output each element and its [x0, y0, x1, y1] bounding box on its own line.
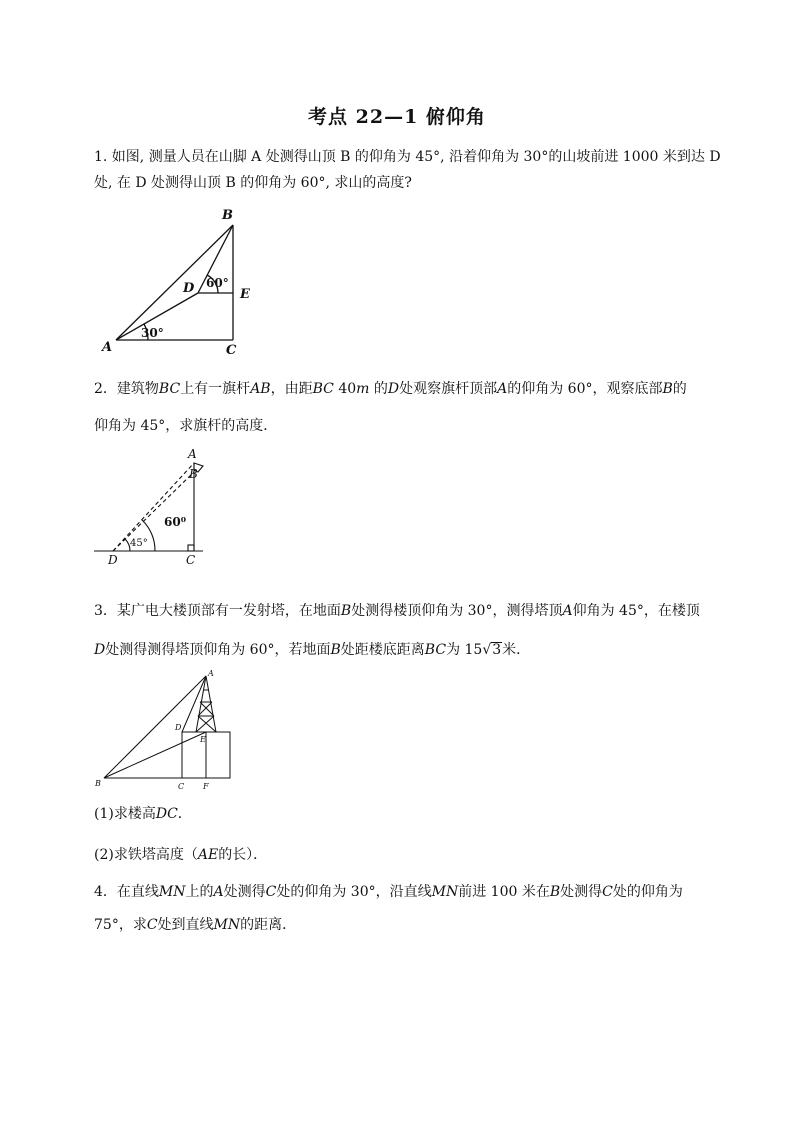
question-2-line-2: 仰角为 45°，求旗杆的高度．: [94, 418, 278, 434]
fig1-label-d: D: [183, 281, 195, 296]
fig3-label-c: C: [178, 782, 185, 791]
fig1-angle-60: 60°: [206, 276, 229, 290]
fig1-label-b: B: [222, 208, 233, 223]
fig2-label-c: C: [186, 553, 196, 567]
fig2-angle-60: 60⁰: [164, 515, 186, 529]
question-1-line-1: 1. 如图, 测量人员在山脚 A 处测得山顶 B 的仰角为 45°, 沿着仰角为 30°的山坡前进 1000 米到达 D: [94, 149, 721, 165]
fig1-label-c: C: [226, 343, 237, 358]
fig1-label-a: A: [102, 340, 113, 355]
fig2-label-d: D: [108, 553, 118, 567]
question-2-line-1: 2．建筑物BC上有一旗杆AB，由距BC 40m 的D处观察旗杆顶部A的仰角为 60°，观察底部B的: [94, 381, 687, 397]
question-4-line-2: 75°，求C处到直线MN的距离．: [94, 917, 297, 933]
fig3-label-d: D: [175, 723, 182, 732]
fig1-label-e: E: [240, 287, 250, 302]
fig3-label-b: B: [95, 779, 101, 788]
fig3-label-e: E: [200, 735, 206, 744]
fig2-angle-45: 45°: [130, 538, 148, 549]
question-3-line-2: D处测得测得塔顶仰角为 60°，若地面B处距楼底距离BC为 15√3米．: [94, 642, 531, 658]
fig2-label-a: A: [188, 447, 197, 461]
question-3-sub-1: (1)求楼高DC．: [94, 806, 192, 822]
fig2-label-b: B: [189, 467, 198, 481]
question-3-line-1: 3．某广电大楼顶部有一发射塔，在地面B处测得楼顶仰角为 30°，测得塔顶A仰角为 45°，在楼顶: [94, 603, 700, 619]
fig3-label-f: F: [203, 782, 209, 791]
question-4-line-1: 4．在直线MN上的A处测得C处的仰角为 30°，沿直线MN前进 100 米在B处测得C处的仰角为: [94, 884, 683, 900]
page-title: 考点 22—1 俯仰角: [308, 106, 486, 128]
question-4: [94, 876, 706, 942]
question-1-line-2: 处, 在 D 处测得山顶 B 的仰角为 60°, 求山的高度?: [94, 175, 412, 191]
fig3-label-a: A: [208, 669, 214, 678]
fig1-angle-30: 30°: [141, 326, 164, 340]
question-3-sub-2: (2)求铁塔高度（AE的长）．: [94, 847, 268, 863]
